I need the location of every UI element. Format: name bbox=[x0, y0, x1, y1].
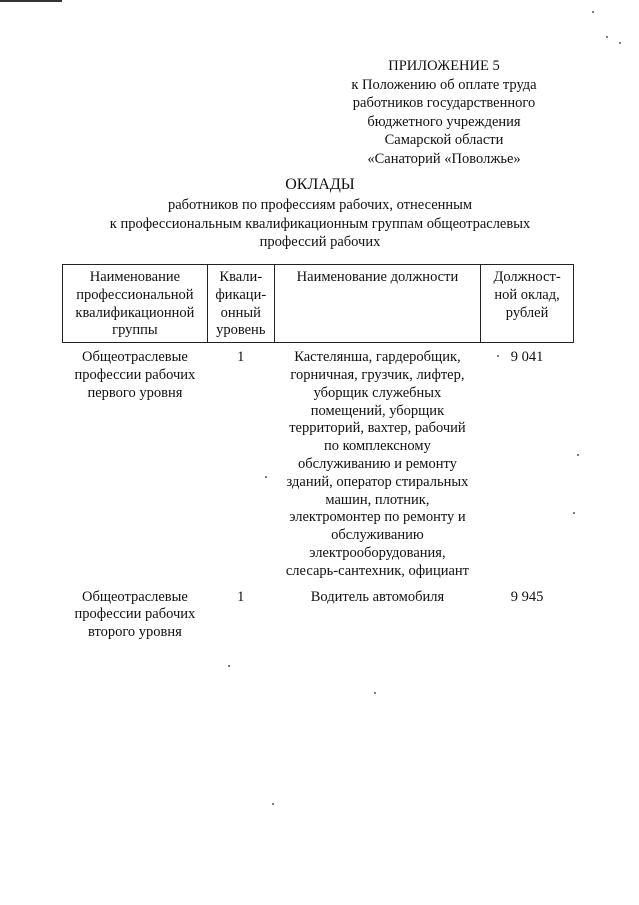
level-cell: 1 bbox=[237, 349, 245, 366]
salary-table bbox=[62, 264, 574, 642]
document-subtitle: профессий рабочих bbox=[259, 234, 381, 251]
level-cell: 1 bbox=[237, 588, 245, 605]
table-header-row bbox=[63, 265, 574, 343]
header-qualification-level: Квали- фикаци- онный уровень bbox=[207, 265, 274, 343]
positions-cell: Кастелянша, гардеробщик, горничная, грузчик, лифтер, уборщик служебных помещений, уборщик территорий, вахтер, рабочий по комплексному обслуживанию и ремонту зданий, оператор стиральных машин, плотник, электромонтер по ремонту и обслуживанию электрооборудования, слесарь-сантехник, официант bbox=[285, 349, 469, 579]
appendix-line: работников государственного bbox=[352, 95, 536, 112]
group-cell: Общеотраслевые профессии рабочих второго уровня bbox=[74, 588, 196, 641]
appendix-line: к Положению об оплате труда bbox=[351, 76, 537, 93]
document-title: ОКЛАДЫ bbox=[285, 176, 355, 193]
header-group-name: Наименование профессиональной квалификационной группы bbox=[63, 265, 208, 343]
header-position-name: Наименование должности bbox=[274, 265, 480, 343]
document-heading bbox=[60, 175, 580, 252]
salary-cell: 9 041 bbox=[510, 349, 544, 366]
scan-speck bbox=[592, 11, 594, 13]
positions-cell: Водитель автомобиля bbox=[310, 588, 445, 605]
scan-edge-mark bbox=[0, 0, 62, 2]
table-row bbox=[63, 581, 574, 642]
scan-speck bbox=[374, 692, 376, 694]
appendix-line: Самарской области bbox=[384, 132, 504, 149]
document-subtitle: к профессиональным квалификационным группам общеотраслевых bbox=[109, 215, 531, 232]
document-subtitle: работников по профессиям рабочих, отнесенным bbox=[167, 197, 473, 213]
appendix-header bbox=[329, 57, 559, 169]
scan-speck bbox=[272, 803, 274, 805]
appendix-line: бюджетного учреждения bbox=[367, 113, 521, 130]
salary-cell: 9 945 bbox=[510, 588, 544, 605]
scan-speck bbox=[577, 454, 579, 456]
group-cell: Общеотраслевые профессии рабочих первого уровня bbox=[74, 349, 196, 401]
appendix-number: ПРИЛОЖЕНИЕ 5 bbox=[388, 58, 500, 74]
scan-speck bbox=[228, 665, 230, 667]
table-row bbox=[63, 343, 574, 581]
scan-speck bbox=[619, 42, 621, 44]
header-salary: Должност- ной оклад, рублей bbox=[481, 265, 574, 343]
appendix-line: «Санаторий «Поволжье» bbox=[367, 150, 521, 167]
scan-speck bbox=[606, 36, 608, 38]
